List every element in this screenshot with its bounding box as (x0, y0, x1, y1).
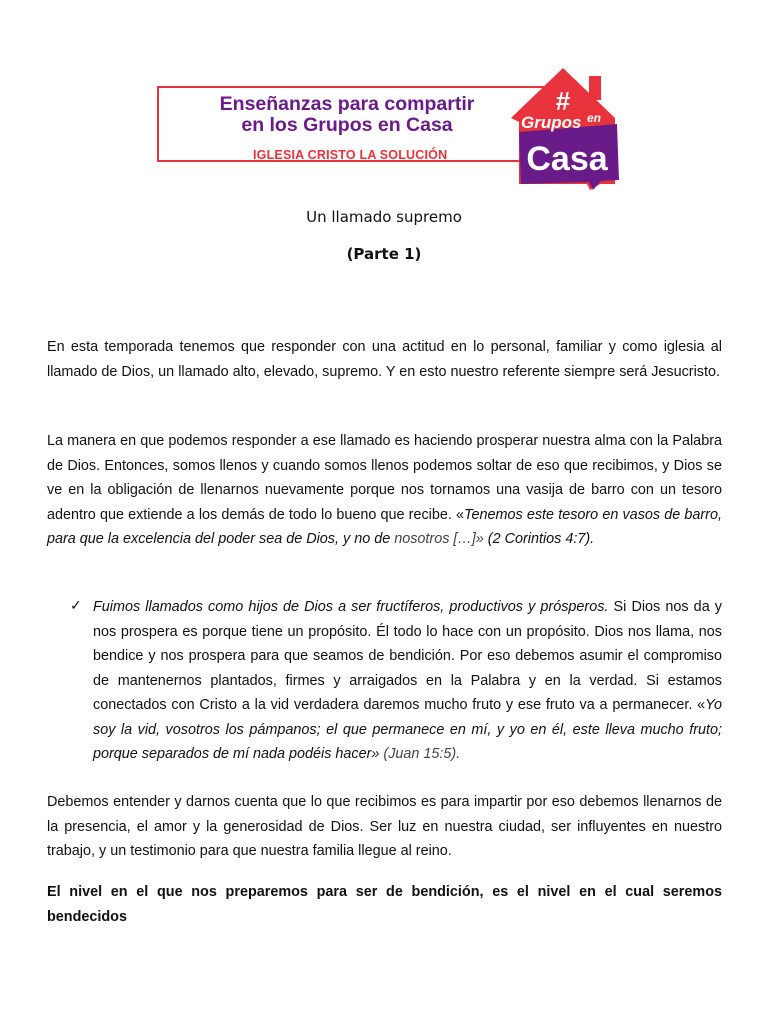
logo-en: en (587, 111, 602, 125)
paragraph-3-quote: Yo soy la vid, vosotros los pámpanos; el que permanece en mí, y yo en él, este lleva mucho fruto; porque separados de mí nada podéis hacer» (93, 697, 722, 762)
banner-subtitle: IGLESIA CRISTO LA SOLUCIÓN (253, 148, 448, 162)
paragraph-4: Debemos entender y darnos cuenta que lo que recibimos es para impartir por eso debemos llenarnos de la presencia, el amor y la generosidad de Dios. Ser luz en nuestra ciudad, ser influyentes en nuestro trabajo, y un testimonio para que nuestra familia llegue al reino. (47, 794, 722, 859)
paragraph-2-quote: Tenemos este tesoro en vasos de barro, para que la excelencia del poder sea de Dios, y no de (47, 506, 722, 547)
paragraph-2-reference: (2 Corintios 4:7). (487, 531, 595, 547)
paragraph-2-quote-end: nosotros […]» (394, 531, 484, 547)
logo-grupos: Grupos (521, 113, 582, 132)
paragraph-1: En esta temporada tenemos que responder con una actitud en lo personal, familiar y como iglesia al llamado de Dios, un llamado alto, elevado, supremo. Y en esto nuestro referente siempre será Jesucristo. (47, 339, 722, 380)
paragraph-3-lead: Fuimos llamados como hijos de Dios a ser fructíferos, productivos y prósperos. (93, 599, 609, 615)
paragraph-5: El nivel en el que nos preparemos para ser de bendición, es el nivel en el cual seremos bendecidos (47, 884, 722, 925)
paragraph-3-text: Si Dios nos da y nos prospera es porque tiene un propósito. Él todo lo hace con un propósito. Dios nos llama, nos bendice y nos prospera para que seamos de bendición. Por eso debemos asumir el compromiso de mantenernos plantados, firmes y arraigados en la Palabra y en la verdad. Si estamos conectados con Cristo a la vid verdadera daremos mucho fruto y ese fruto va a permanecer. « (93, 599, 723, 713)
header-banner (157, 62, 627, 192)
grupos-en-casa-logo (505, 62, 629, 190)
banner-title-line-1: Enseñanzas para compartir (219, 93, 475, 115)
document-title: Un llamado supremo (306, 208, 462, 226)
paragraph-3-reference: (Juan 15:5). (379, 746, 461, 762)
banner-title-line-2: en los Grupos en Casa (241, 114, 453, 136)
banner-title (157, 94, 537, 136)
paragraph-2-text: La manera en que podemos responder a ese llamado es haciendo prosperar nuestra alma con la Palabra de Dios. Entonces, somos llenos y cuando somos llenos podemos soltar de eso que recibimos, y Dios se ve en la obligación de llenarnos nuevamente porque nos tornamos una vasija de barro con un tesoro adentro que extiende a los demás de todo lo bueno que recibe. « (47, 433, 722, 523)
logo-casa: Casa (526, 140, 608, 178)
paragraph-2 (47, 429, 722, 552)
logo-hash: # (555, 86, 571, 116)
checkmark-icon: ✓ (70, 597, 82, 613)
document-subtitle: (Parte 1) (346, 245, 422, 263)
logo-chimney (589, 76, 601, 100)
paragraph-3 (93, 595, 722, 767)
